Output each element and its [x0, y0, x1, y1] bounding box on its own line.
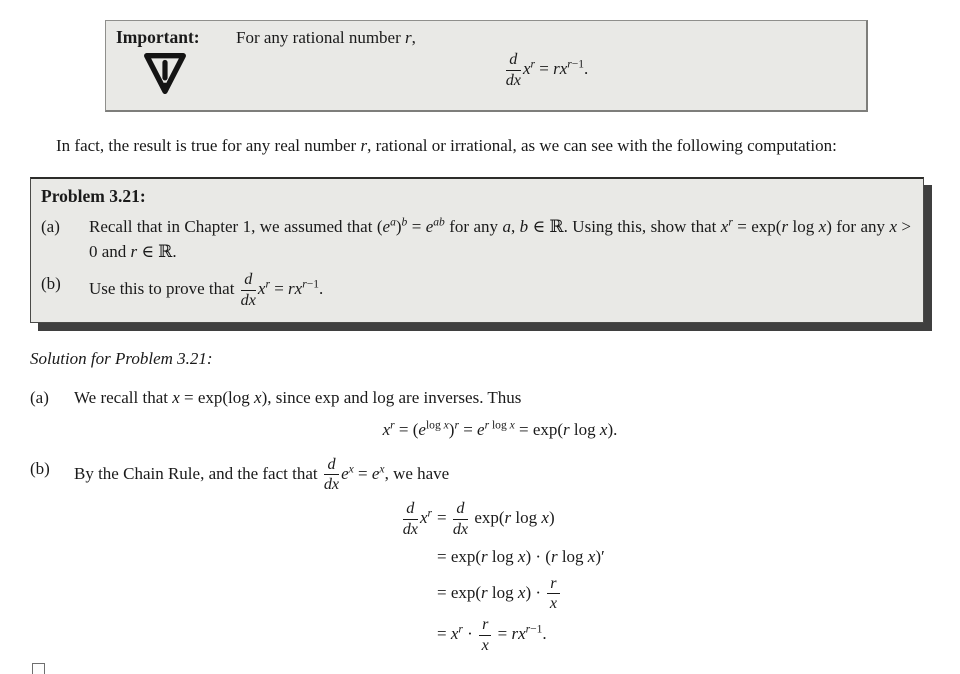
intro-paragraph: In fact, the result is true for any real number r, rational or irrational, as we can see with the following computation:	[56, 136, 837, 155]
solution-item-a	[30, 385, 935, 411]
solution-heading: Solution for Problem 3.21:	[30, 348, 213, 368]
important-label: Important:	[116, 27, 200, 47]
important-box	[105, 20, 868, 112]
item-b-label: (b)	[41, 274, 61, 293]
derivation-row	[346, 542, 960, 572]
solution-b-label: (b)	[30, 458, 50, 478]
solution-item-b	[30, 456, 935, 495]
derivation-row	[346, 616, 960, 655]
solution-a-label: (a)	[30, 387, 49, 407]
solution-a-equation: $x^r = (e^{log x})^r = e^{r log x} = \exp(r$ log x).	[382, 417, 618, 439]
derivation-rhs: = exp(r log x) · (r log x)′	[437, 546, 605, 566]
problem-title: Problem 3.21:	[41, 186, 146, 206]
problem-a-text: Recall that in Chapter 1, we assumed that $(e^a)^b = e^{ab}$ for any a, b ∈ ℝ. Using this, show that $x^r = \exp(r$ log x) for any x > 0 and r ∈ ℝ.	[89, 215, 912, 261]
derivation-lhs: $\frac{d}{dx}$ $x^r$	[402, 500, 432, 538]
derivation-row	[346, 500, 960, 539]
end-of-solution-square	[32, 663, 45, 674]
important-formula: $\frac{d}{dx}$ $x^r = rx^{r-1}$.	[505, 51, 589, 89]
solution-a-text: We recall that x = exp(log x), since exp and log are inverses. Thus	[74, 387, 522, 407]
important-content	[236, 27, 856, 104]
solution-b-text: By the Chain Rule, and the fact that $\frac{d}{dx}$ $e^x = e^x$, we have	[74, 455, 450, 494]
derivation-row	[346, 575, 960, 614]
derivation-rhs: = $\frac{d}{dx}$ exp(r log x)	[437, 500, 555, 538]
problem-box	[30, 177, 924, 323]
problem-b-text: Use this to prove that $\frac{d}{dx}$ $x^r = rx^{r-1}$.	[89, 271, 324, 309]
warning-exclamation-icon	[140, 49, 192, 104]
derivation-rhs: = exp(r log x) · $\frac{r}{x}$	[437, 575, 562, 614]
solution-b-derivation	[346, 500, 960, 655]
derivation-rhs: = $x^r$ · $\frac{r}{x}$ = $rx^{r-1}$.	[437, 616, 547, 654]
important-label-column	[116, 27, 236, 104]
problem-item-a	[41, 214, 913, 264]
item-a-label: (a)	[41, 217, 60, 236]
important-intro-text: For any rational number r,	[236, 28, 416, 47]
problem-item-b	[41, 271, 913, 310]
